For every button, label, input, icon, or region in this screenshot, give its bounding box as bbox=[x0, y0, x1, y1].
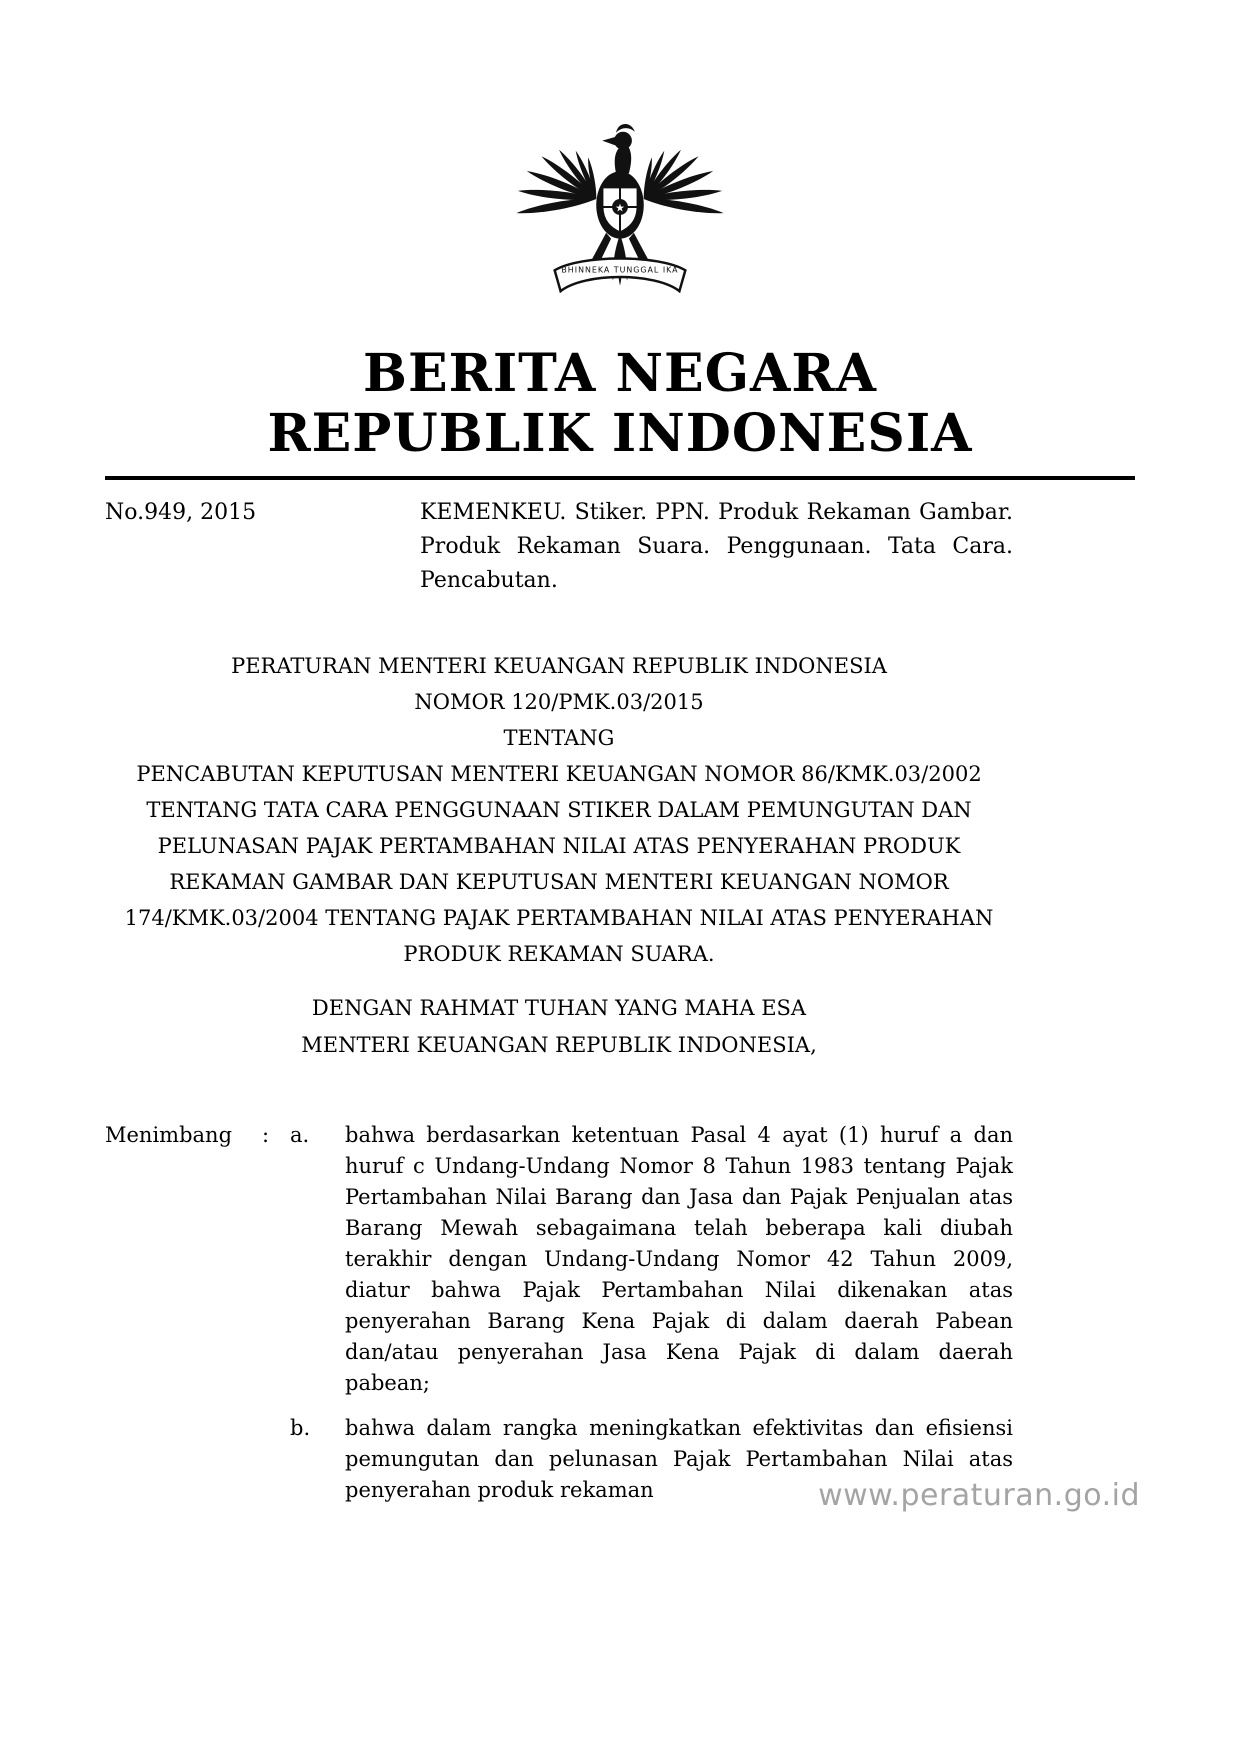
considering-label: Menimbang bbox=[105, 1123, 233, 1147]
document-content bbox=[0, 476, 1240, 1506]
regulation-number-line: NOMOR 120/PMK.03/2015 bbox=[414, 690, 704, 714]
gazette-header bbox=[105, 496, 1135, 598]
preamble-grace-line: DENGAN RAHMAT TUHAN YANG MAHA ESA bbox=[311, 996, 807, 1020]
masthead-divider bbox=[105, 476, 1135, 480]
regulation-tentang-line: TENTANG bbox=[503, 726, 615, 750]
considering-item-letter: b. bbox=[290, 1416, 311, 1440]
preamble-authority-line: MENTERI KEUANGAN REPUBLIK INDONESIA, bbox=[301, 1033, 817, 1057]
gazette-masthead bbox=[0, 344, 1240, 464]
considering-colon: : bbox=[262, 1123, 270, 1147]
masthead-title-line1: BERITA NEGARA bbox=[363, 343, 877, 404]
regulation-subject-line: PENCABUTAN KEPUTUSAN MENTERI KEUANGAN NOMOR 86/KMK.03/2002 TENTANG TATA CARA PENGGUNAAN STIKER DALAM PEMUNGUTAN DAN PELUNASAN PAJAK PERTAMBAHAN NILAI ATAS PENYERAHAN PRODUK REKAMAN GAMBAR DAN KEPUTUSAN MENTERI KEUANGAN NOMOR 174/KMK.03/2004 TENTANG PAJAK PERTAMBAHAN NILAI ATAS PENYERAHAN PRODUK REKAMAN SUARA. bbox=[124, 762, 994, 966]
gazette-number: No.949, 2015 bbox=[105, 500, 257, 525]
preamble-section bbox=[105, 990, 1135, 1064]
gazette-subject-abstract: KEMENKEU. Stiker. PPN. Produk Rekaman Gambar. Produk Rekaman Suara. Penggunaan. Tata Cara. Pencabutan. bbox=[420, 500, 1013, 593]
considering-item-letter: a. bbox=[290, 1123, 310, 1147]
considering-item-a bbox=[105, 1120, 1013, 1399]
garuda-emblem bbox=[511, 106, 729, 304]
considering-section bbox=[105, 1120, 1135, 1506]
svg-text:★: ★ bbox=[615, 201, 625, 215]
garuda-pancasila-icon bbox=[511, 106, 729, 304]
considering-item-text: bahwa berdasarkan ketentuan Pasal 4 ayat (1) huruf a dan huruf c Undang-Undang Nomor 8 Tahun 1983 tentang Pajak Pertambahan Nilai Barang dan Jasa dan Pajak Penjualan atas Barang Mewah sebagaimana telah beberapa kali diubah terakhir dengan Undang-Undang Nomor 42 Tahun 2009, diatur bahwa Pajak Pertambahan Nilai dikenakan atas penyerahan Barang Kena Pajak di dalam daerah Pabean dan/atau penyerahan Jasa Kena Pajak di dalam daerah pabean; bbox=[345, 1123, 1013, 1395]
regulation-issuer-line: PERATURAN MENTERI KEUANGAN REPUBLIK INDONESIA bbox=[231, 654, 887, 678]
regulation-title-block bbox=[105, 648, 1135, 972]
masthead-section bbox=[0, 0, 1240, 464]
considering-label-spacer bbox=[105, 1413, 262, 1506]
emblem-motto-text: BHINNEKA TUNGGAL IKA bbox=[561, 265, 679, 275]
watermark-url: www.peraturan.go.id bbox=[818, 1478, 1140, 1513]
considering-colon-spacer bbox=[262, 1413, 290, 1506]
considering-item-text: bahwa dalam rangka meningkatkan efektivitas dan efisiensi pemungutan dan pelunasan Pajak Pertambahan Nilai atas penyerahan produk rekaman bbox=[345, 1416, 1013, 1502]
masthead-title-line2: REPUBLIK INDONESIA bbox=[267, 403, 973, 464]
